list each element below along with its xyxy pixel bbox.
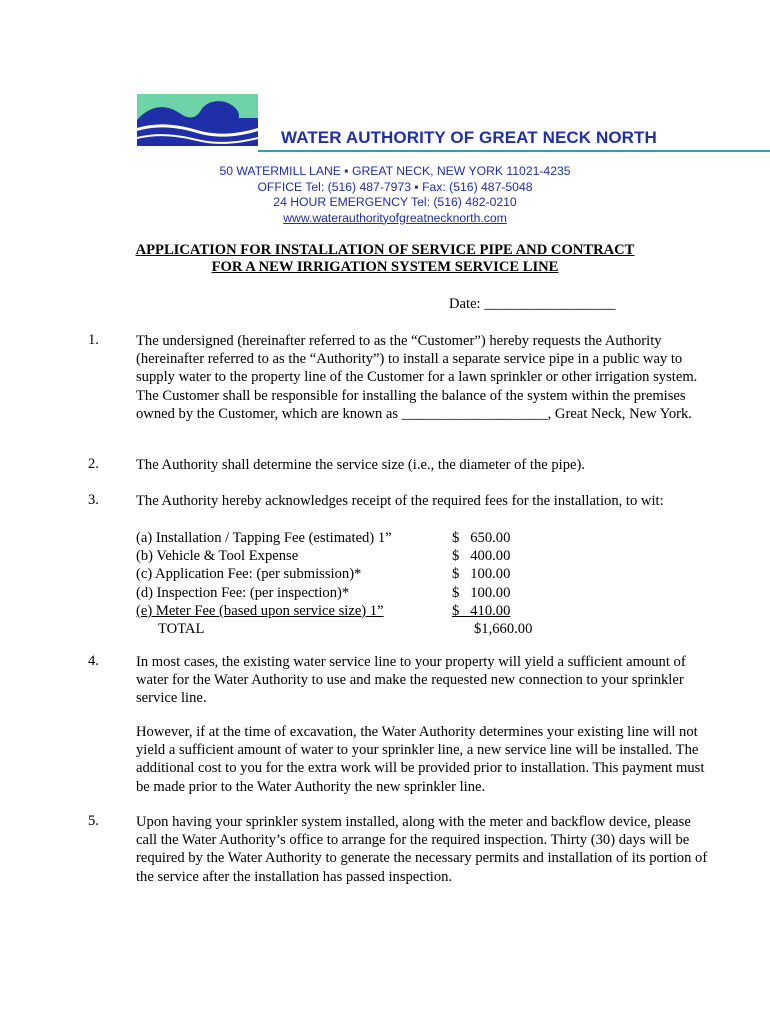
total-row (136, 620, 556, 638)
fee-label: (a) Installation / Tapping Fee (estimated) 1” (136, 530, 392, 546)
fee-row (136, 584, 556, 602)
office-phone-line: OFFICE Tel: (516) 487-7973 ▪ Fax: (516) 487-5048 (257, 179, 533, 194)
fee-row (136, 547, 556, 565)
fee-label: (c) Application Fee: (per submission)* (136, 566, 362, 583)
fee-table (136, 529, 556, 638)
fee-row (136, 529, 556, 547)
fee-amount: $ 410.00 (452, 602, 511, 619)
fee-label: (d) Inspection Fee: (per inspection)* (136, 584, 350, 601)
fee-amount: $ 100.00 (452, 584, 511, 601)
title-line-2: FOR A NEW IRRIGATION SYSTEM SERVICE LINE (211, 259, 559, 275)
water-wave-logo (137, 94, 258, 146)
fee-amount: $ 400.00 (452, 548, 511, 565)
fee-amount: $ 650.00 (452, 530, 511, 546)
date-field[interactable]: Date: __________________ (449, 296, 616, 312)
item-number: 3. (88, 492, 99, 508)
fee-label: (b) Vehicle & Tool Expense (136, 548, 299, 565)
item-text: The undersigned (hereinafter referred to as the “Customer”) hereby requests the Authority (hereinafter referred to as the “Authority”) to install a separate service pipe in a public way to supply water to the property line of the Customer for a lawn sprinkler or other irrigation system. The Customer shall be responsible for installing the balance of the system within the premises owned by the Customer, which are known as ____________________, Great Neck, New York. (136, 333, 698, 422)
fee-label: (e) Meter Fee (based upon service size) 1” (136, 602, 384, 619)
fee-amount: $ 100.00 (452, 566, 511, 583)
address-line: 50 WATERMILL LANE ▪ GREAT NECK, NEW YORK 11021-4235 (219, 164, 571, 178)
item-text: In most cases, the existing water service line to your property will yield a sufficient amount of water for the Water Authority to use and make the requested new connection to your sprinkler service line. (136, 654, 686, 707)
item-text: The Authority shall determine the service size (i.e., the diameter of the pipe). (136, 457, 585, 473)
item-text-continued: However, if at the time of excavation, the Water Authority determines your existing line will not yield a sufficient amount of water to your sprinkler line, a new service line will be installed. The additional cost to you for the extra work will be provided prior to installation. This payment must be made prior to the Water Authority the new sprinkler line. (136, 724, 705, 795)
document-title (100, 242, 670, 276)
item-text: Upon having your sprinkler system installed, along with the meter and backflow device, please call the Water Authority’s office to arrange for the required inspection. Thirty (30) days will be required by the Water Authority to generate the necessary permits and installation of its portion of the service after the installation has passed inspection. (136, 814, 708, 885)
website-link[interactable]: www.waterauthorityofgreatnecknorth.com (283, 210, 507, 225)
item-number: 2. (88, 456, 99, 472)
emergency-phone-line: 24 HOUR EMERGENCY Tel: (516) 482-0210 (273, 195, 517, 209)
fee-row (136, 602, 556, 620)
item-number: 5. (88, 813, 99, 829)
fee-row (136, 565, 556, 583)
item-text: The Authority hereby acknowledges receipt of the required fees for the installation, to wit: (136, 493, 664, 509)
total-label: TOTAL (158, 620, 205, 637)
item-number: 4. (88, 653, 99, 669)
organization-name: WATER AUTHORITY OF GREAT NECK NORTH (281, 128, 657, 147)
header-divider (258, 150, 770, 152)
contact-block (140, 164, 650, 226)
item-number: 1. (88, 332, 99, 348)
total-amount: $1,660.00 (474, 620, 533, 637)
title-line-1: APPLICATION FOR INSTALLATION OF SERVICE PIPE AND CONTRACT (135, 242, 635, 258)
